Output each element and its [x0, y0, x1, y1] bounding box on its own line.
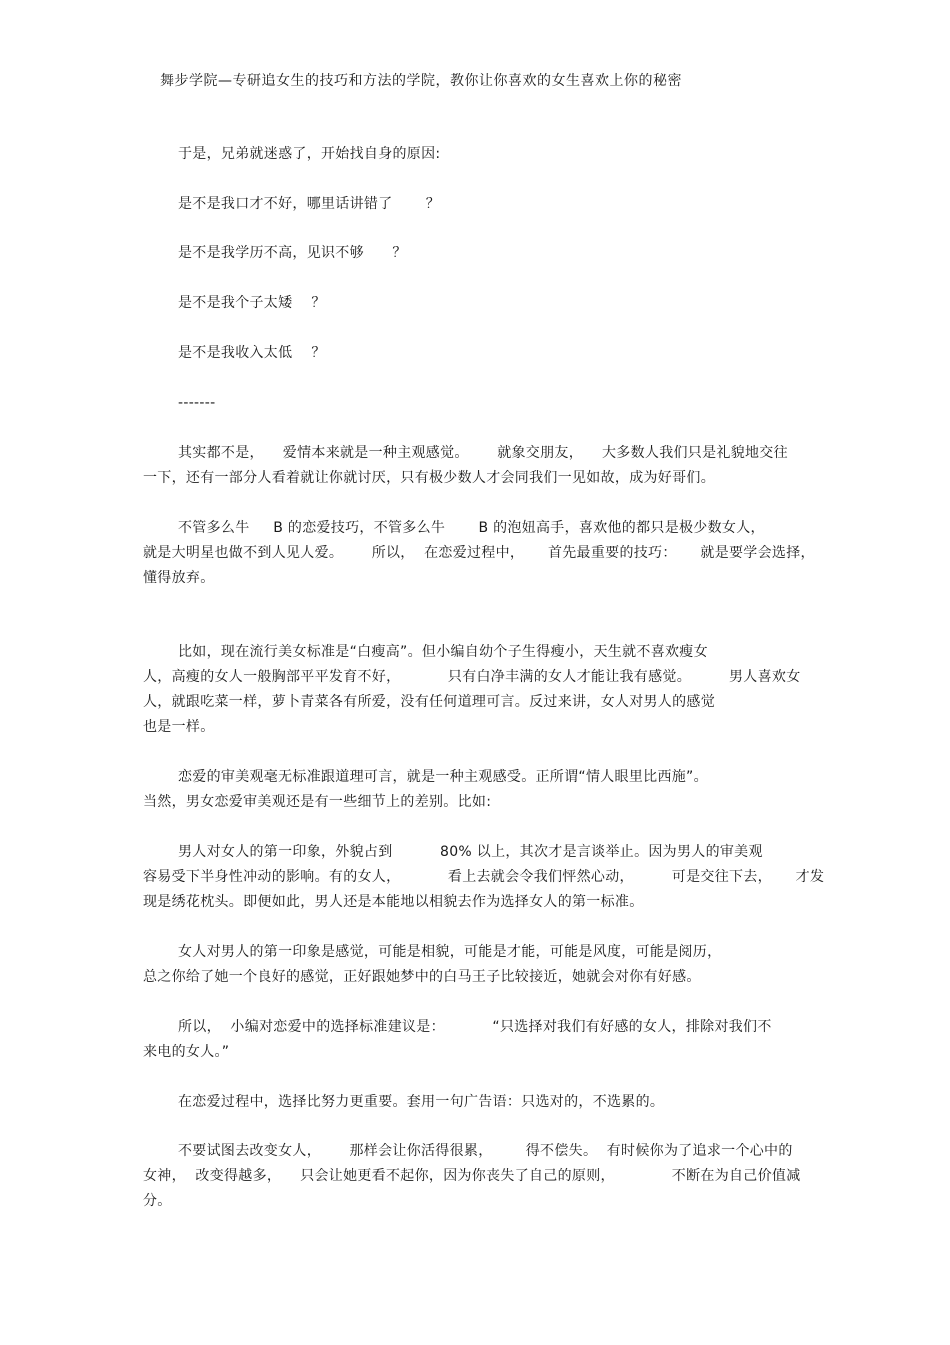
- paragraph-line: 比如，现在流行美女标准是“白瘦高”。但小编自幼个子生得瘦小，天生就不喜欢瘦女: [178, 644, 708, 660]
- paragraph-line: 分。: [143, 1193, 172, 1209]
- paragraph-line: 不要试图去改变女人， 那样会让你活得很累， 得不偿失。 有时候你为了追求一个心中的: [178, 1143, 793, 1159]
- paragraph-line: 是不是我收入太低 ？: [178, 345, 326, 361]
- paragraph-line: 女人对男人的第一印象是感觉，可能是相貌，可能是才能，可能是风度，可能是阅历，: [178, 944, 722, 960]
- paragraph-line: 女神， 改变得越多， 只会让她更看不起你，因为你丧失了自己的原则， 不断在为自己价值减: [143, 1168, 801, 1184]
- paragraph-line: 懂得放弃。: [143, 570, 215, 586]
- paragraph-line: 不管多么牛 B 的恋爱技巧，不管多么牛 B 的泡妞高手，喜欢他的都只是极少数女人，: [178, 520, 765, 536]
- paragraph-line: 是不是我个子太矮 ？: [178, 295, 326, 311]
- paragraph-line: 总之你给了她一个良好的感觉，正好跟她梦中的白马王子比较接近，她就会对你有好感。: [143, 969, 701, 985]
- paragraph-line: 所以， 小编对恋爱中的选择标准建议是： “只选择对我们有好感的女人，排除对我们不: [178, 1019, 772, 1035]
- paragraph-line: 现是绣花枕头。即便如此，男人还是本能地以相貌去作为选择女人的第一标准。: [143, 894, 644, 910]
- paragraph-line: 于是，兄弟就迷惑了，开始找自身的原因:: [178, 146, 441, 162]
- paragraph-line: 当然，男女恋爱审美观还是有一些细节上的差别。比如:: [143, 794, 492, 810]
- paragraph-line: 男人对女人的第一印象，外貌占到 80% 以上，其次才是言谈举止。因为男人的审美观: [178, 844, 763, 860]
- paragraph-line: 容易受下半身性冲动的影响。有的女人， 看上去就会令我们怦然心动， 可是交往下去， 才发: [143, 869, 825, 885]
- paragraph-line: 恋爱的审美观毫无标准跟道理可言，就是一种主观感受。正所谓“情人眼里比西施”。: [178, 769, 708, 785]
- paragraph-line: 一下，还有一部分人看着就让你就讨厌，只有极少数人才会同我们一见如故，成为好哥们。: [143, 470, 715, 486]
- separator-line: -------: [178, 395, 216, 411]
- paragraph-line: 其实都不是， 爱情本来就是一种主观感觉。 就象交朋友， 大多数人我们只是礼貌地交往: [178, 445, 788, 461]
- paragraph-line: 在恋爱过程中，选择比努力更重要。套用一句广告语：只选对的，不选累的。: [178, 1094, 665, 1110]
- paragraph-line: 是不是我口才不好，哪里话讲错了 ？: [178, 196, 441, 212]
- paragraph-line: 是不是我学历不高，见识不够 ？: [178, 245, 407, 261]
- paragraph-line: 人，就跟吃菜一样，萝卜青菜各有所爱，没有任何道理可言。反过来讲，女人对男人的感觉: [143, 694, 715, 710]
- paragraph-line: 来电的女人。”: [143, 1044, 230, 1060]
- paragraph-line: 也是一样。: [143, 719, 215, 735]
- paragraph-line: 人，高瘦的女人一般胸部平平发育不好， 只有白净丰满的女人才能让我有感觉。 男人喜欢女: [143, 669, 801, 685]
- paragraph-line: 就是大明星也做不到人见人爱。 所以， 在恋爱过程中， 首先最重要的技巧： 就是要学会选择，: [143, 545, 815, 561]
- page-header-title: 舞步学院—专研追女生的技巧和方法的学院，教你让你喜欢的女生喜欢上你的秘密: [160, 73, 682, 89]
